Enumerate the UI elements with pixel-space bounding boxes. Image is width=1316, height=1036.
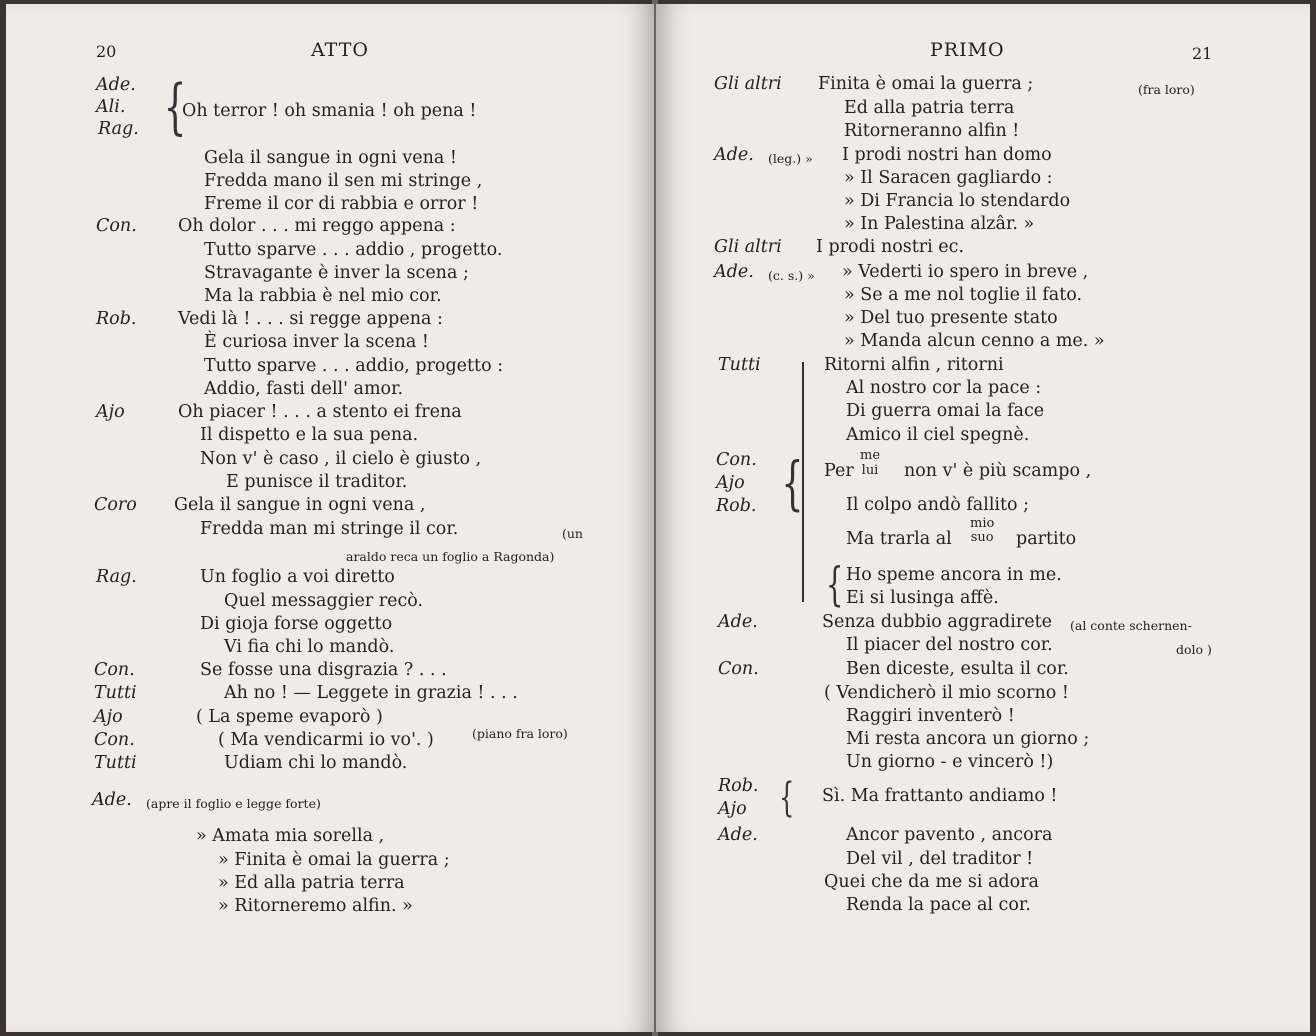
stage-direction: araldo reca un foglio a Ragonda) bbox=[346, 549, 555, 564]
verse-line: Sì. Ma frattanto andiamo ! bbox=[822, 786, 1058, 806]
brace-icon: { bbox=[163, 72, 187, 142]
verse-line: Di guerra omai la face bbox=[846, 401, 1045, 421]
running-header: ATTO bbox=[311, 39, 369, 61]
verse-line: Ah no ! — Leggete in grazia ! . . . bbox=[224, 683, 518, 703]
speaker-label: Con. bbox=[94, 660, 135, 680]
verse-line: Stravagante è inver la scena ; bbox=[204, 263, 469, 283]
verse-line: Fredda man mi stringe il cor. bbox=[200, 519, 459, 539]
speaker-label: Ajo bbox=[716, 473, 745, 493]
verse-line: Mi resta ancora un giorno ; bbox=[846, 729, 1090, 749]
stage-direction: dolo ) bbox=[1176, 642, 1212, 657]
verse-line: I prodi nostri han domo bbox=[842, 145, 1052, 165]
verse-line: Amico il ciel spegnè. bbox=[846, 425, 1030, 445]
speaker-label: Tutti bbox=[718, 355, 761, 375]
speaker-label: Ade. bbox=[714, 262, 754, 282]
stage-direction: (leg.) » bbox=[768, 151, 813, 166]
speaker-label: Ade. bbox=[96, 75, 136, 95]
verse-line: Tutto sparve . . . addio, progetto : bbox=[204, 356, 504, 376]
verse-line: Senza dubbio aggradirete bbox=[822, 612, 1052, 632]
speaker-label: Con. bbox=[718, 659, 759, 679]
verse-line: Oh dolor . . . mi reggo appena : bbox=[178, 216, 456, 236]
verse-line: I prodi nostri ec. bbox=[816, 237, 965, 257]
right-page bbox=[656, 4, 1310, 1032]
page-number: 20 bbox=[96, 42, 117, 61]
speaker-label: Con. bbox=[94, 730, 135, 750]
verse-line: Ho speme ancora in me. bbox=[846, 565, 1062, 585]
stage-direction: (piano fra loro) bbox=[472, 726, 568, 741]
speaker-label: Coro bbox=[94, 495, 137, 515]
verse-line: Il dispetto e la sua pena. bbox=[200, 425, 419, 445]
verse-line: Se fosse una disgrazia ? . . . bbox=[200, 660, 447, 680]
verse-line: » Se a me nol toglie il fato. bbox=[844, 285, 1083, 305]
verse-line: » Vederti io spero in breve , bbox=[842, 262, 1089, 282]
speaker-label: Tutti bbox=[94, 683, 137, 703]
verse-line: E punisce il traditor. bbox=[226, 472, 408, 492]
page-number: 21 bbox=[1192, 44, 1213, 63]
verse-line: Quel messaggier recò. bbox=[224, 591, 424, 611]
verse-line: Vedi là ! . . . si regge appena : bbox=[178, 309, 443, 329]
verse-line: ( Vendicherò il mio scorno ! bbox=[824, 683, 1069, 703]
verse-line: Renda la pace al cor. bbox=[846, 895, 1031, 915]
verse-line: » Il Saracen gagliardo : bbox=[844, 168, 1053, 188]
verse-line: Oh terror ! oh smania ! oh pena ! bbox=[182, 101, 477, 121]
verse-line: Finita è omai la guerra ; bbox=[818, 74, 1034, 94]
verse-line: » Del tuo presente stato bbox=[844, 308, 1058, 328]
speaker-label: Rag. bbox=[98, 119, 139, 139]
verse-line: Gela il sangue in ogni vena , bbox=[174, 495, 426, 515]
speaker-label: Ade. bbox=[92, 790, 132, 810]
verse-line: non v' è più scampo , bbox=[904, 461, 1092, 481]
speaker-label: Ade. bbox=[718, 612, 758, 632]
verse-line: » Manda alcun cenno a me. » bbox=[844, 331, 1105, 351]
verse-line: È curiosa inver la scena ! bbox=[204, 332, 429, 352]
speaker-label: Ajo bbox=[96, 402, 125, 422]
verse-line: Ma trarla al bbox=[846, 529, 952, 549]
verse-line: Udiam chi lo mandò. bbox=[224, 753, 408, 773]
verse-line: Ancor pavento , ancora bbox=[846, 825, 1053, 845]
speaker-label: Ajo bbox=[94, 707, 123, 727]
verse-line: Del vil , del traditor ! bbox=[846, 849, 1034, 869]
verse-line: Un foglio a voi diretto bbox=[200, 567, 395, 587]
verse-line: Un giorno - e vincerò !) bbox=[846, 752, 1054, 772]
verse-line: Fredda mano il sen mi stringe , bbox=[204, 171, 483, 191]
stage-direction: (fra loro) bbox=[1138, 82, 1195, 97]
speaker-label: Gli altri bbox=[714, 237, 782, 257]
speaker-label: Rob. bbox=[718, 776, 759, 796]
speaker-label: Ajo bbox=[718, 799, 747, 819]
verse-line: Ei si lusinga affè. bbox=[846, 588, 999, 608]
running-header: PRIMO bbox=[930, 39, 1005, 61]
verse-line: Ritorneranno alfin ! bbox=[844, 121, 1020, 141]
verse-line: ( La speme evaporò ) bbox=[196, 707, 383, 727]
verse-line: Vi fia chi lo mandò. bbox=[224, 637, 395, 657]
verse-line: Tutto sparve . . . addio , progetto. bbox=[204, 240, 503, 260]
verse-line: » Di Francia lo stendardo bbox=[844, 191, 1071, 211]
speaker-label: Ade. bbox=[718, 825, 758, 845]
speaker-label: Con. bbox=[716, 450, 757, 470]
left-page bbox=[6, 4, 654, 1032]
speaker-label: Con. bbox=[96, 216, 137, 236]
choice-fraction: me lui bbox=[860, 448, 881, 478]
verse-line: Il colpo andò fallito ; bbox=[846, 495, 1030, 515]
brace-icon: { bbox=[825, 557, 844, 611]
speaker-label: Gli altri bbox=[714, 74, 782, 94]
verse-line: partito bbox=[1016, 529, 1077, 549]
speaker-label: Rag. bbox=[96, 567, 137, 587]
speaker-label: Rob. bbox=[716, 496, 757, 516]
verse-line: » Finita è omai la guerra ; bbox=[218, 850, 450, 870]
verse-line: Di gioja forse oggetto bbox=[200, 614, 393, 634]
verse-line: Ma la rabbia è nel mio cor. bbox=[204, 286, 442, 306]
verse-line: Oh piacer ! . . . a stento ei frena bbox=[178, 402, 462, 422]
stage-direction: (al conte schernen- bbox=[1070, 618, 1192, 633]
verse-line: » Ritorneremo alfin. » bbox=[218, 896, 413, 916]
stage-direction: (c. s.) » bbox=[768, 268, 815, 283]
speaker-label: Tutti bbox=[94, 753, 137, 773]
verse-line: Ed alla patria terra bbox=[844, 98, 1015, 118]
stage-direction: (un bbox=[562, 526, 583, 541]
verse-line: Freme il cor di rabbia e orror ! bbox=[204, 194, 479, 214]
brace-icon: { bbox=[779, 775, 795, 821]
verse-line: » Ed alla patria terra bbox=[218, 873, 405, 893]
brace-icon: { bbox=[781, 449, 804, 517]
verse-line: Ritorni alfin , ritorni bbox=[824, 355, 1004, 375]
verse-line: Raggiri inventerò ! bbox=[846, 706, 1015, 726]
verse-line: Il piacer del nostro cor. bbox=[846, 635, 1053, 655]
speaker-label: Rob. bbox=[96, 309, 137, 329]
speaker-label: Ali. bbox=[96, 97, 126, 117]
verse-line: Non v' è caso , il cielo è giusto , bbox=[200, 449, 482, 469]
verse-line: Gela il sangue in ogni vena ! bbox=[204, 148, 457, 168]
verse-line: » In Palestina alzâr. » bbox=[844, 214, 1035, 234]
verse-line: » Amata mia sorella , bbox=[196, 826, 385, 846]
stage-direction: (apre il foglio e legge forte) bbox=[146, 796, 321, 811]
verse-line: Addio, fasti dell' amor. bbox=[204, 379, 404, 399]
verse-line: Per bbox=[824, 461, 854, 481]
verse-line: Ben diceste, esulta il cor. bbox=[846, 659, 1069, 679]
verse-line: Quei che da me si adora bbox=[824, 872, 1039, 892]
choice-fraction: mio suo bbox=[970, 516, 995, 545]
verse-line: ( Ma vendicarmi io vo'. ) bbox=[218, 730, 434, 750]
verse-line: Al nostro cor la pace : bbox=[846, 378, 1042, 398]
speaker-label: Ade. bbox=[714, 145, 754, 165]
